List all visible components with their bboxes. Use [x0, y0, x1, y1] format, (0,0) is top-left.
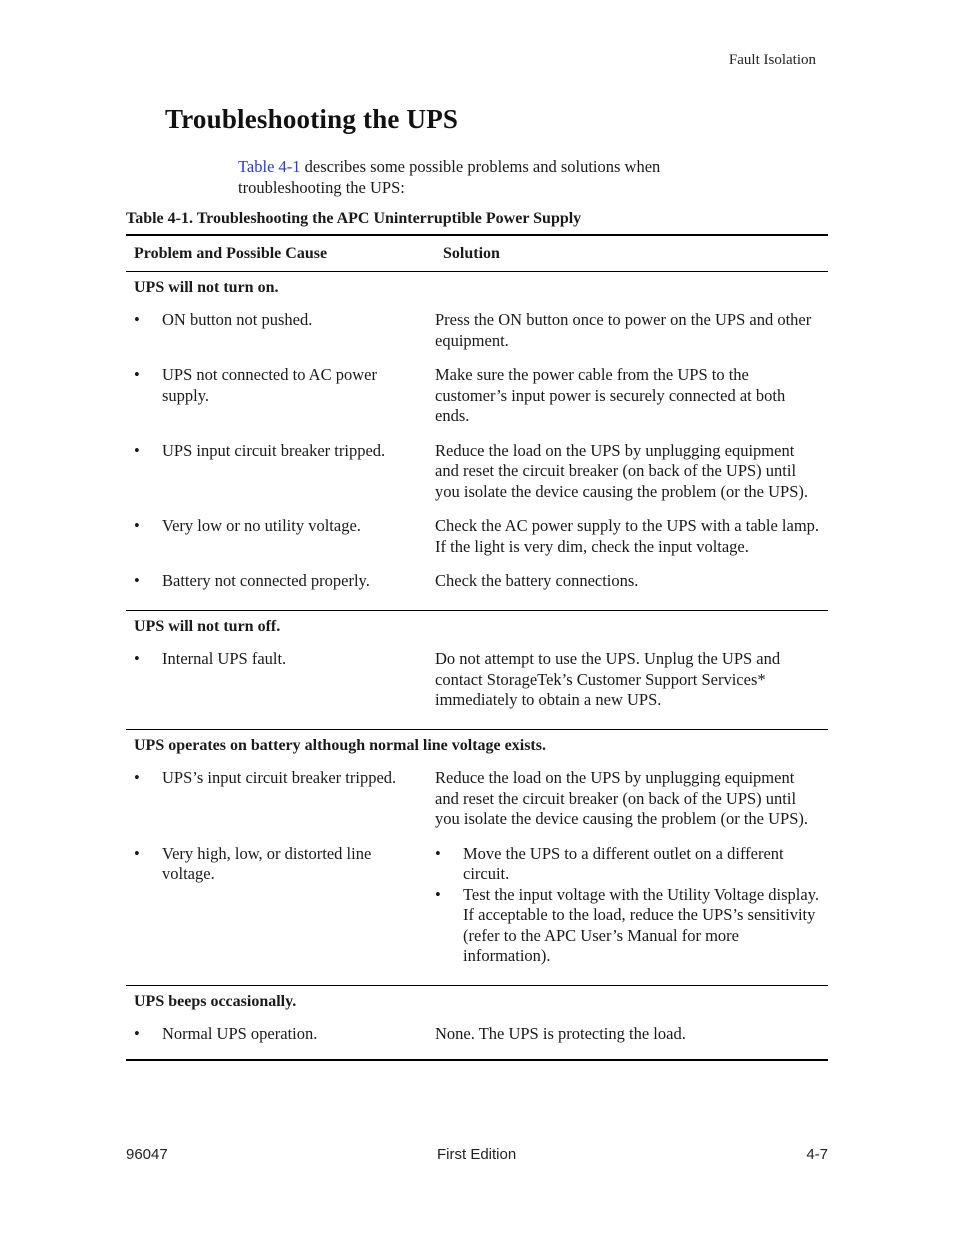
- table-row: [126, 310, 828, 365]
- cause-text: UPS input circuit breaker tripped.: [162, 440, 386, 460]
- group-title: UPS will not turn on.: [134, 278, 279, 296]
- cause-text: Internal UPS fault.: [162, 649, 287, 668]
- solution-list-item: [435, 844, 820, 885]
- table-group: [126, 730, 828, 986]
- bullet: •: [435, 884, 441, 904]
- cause-text: Very low or no utility voltage.: [162, 516, 361, 535]
- cause-text: Battery not connected properly.: [162, 571, 370, 590]
- cause-cell: [126, 768, 435, 830]
- table-group: [126, 986, 828, 1059]
- table-group: [126, 611, 828, 730]
- cause-text: UPS not connected to AC power supply.: [162, 365, 377, 405]
- cause-cell: [126, 365, 435, 427]
- table-group: [126, 272, 828, 611]
- solution-cell: Check the AC power supply to the UPS with a table lamp. If the light is very dim, check the input voltage.: [435, 516, 820, 556]
- solution-list-item: [435, 885, 820, 967]
- cause-text: UPS’s input circuit breaker tripped.: [162, 768, 397, 787]
- solution-cell: Reduce the load on the UPS by unplugging equipment and reset the circuit breaker (on back of the UPS) until you isolate the device causing the problem (or the UPS).: [435, 440, 808, 501]
- table-cross-reference-link[interactable]: Table 4-1: [238, 157, 301, 176]
- bullet: •: [134, 310, 140, 329]
- group-title: UPS operates on battery although normal line voltage exists.: [134, 736, 546, 754]
- table-row: [126, 844, 828, 981]
- cause-cell: [126, 516, 435, 557]
- footer-page-number: 4-7: [806, 1146, 828, 1163]
- troubleshooting-table: [126, 234, 828, 1061]
- running-head: Fault Isolation: [728, 52, 816, 68]
- table-caption: Table 4-1. Troubleshooting the APC Uninterruptible Power Supply: [126, 210, 582, 227]
- cause-cell: [126, 441, 435, 503]
- table-row: [126, 1024, 828, 1059]
- bullet: •: [134, 843, 140, 863]
- bullet: •: [134, 1024, 140, 1043]
- cause-text: ON button not pushed.: [162, 310, 313, 329]
- solution-item-text: Move the UPS to a different outlet on a different circuit.: [463, 843, 784, 883]
- cause-cell: [126, 649, 435, 711]
- solution-cell: None. The UPS is protecting the load.: [435, 1024, 686, 1043]
- solution-cell: Press the ON button once to power on the UPS and other equipment.: [435, 310, 812, 350]
- cause-cell: [126, 844, 435, 967]
- column-header-solution: Solution: [443, 245, 500, 262]
- bullet: •: [134, 440, 140, 460]
- intro-text-line1: describes some possible problems and solutions when: [300, 157, 661, 176]
- bullet: •: [134, 649, 140, 668]
- footer-edition: First Edition: [437, 1146, 517, 1163]
- table-row: [126, 441, 828, 517]
- table-row: [126, 365, 828, 441]
- table-row: [126, 649, 828, 725]
- solution-cell: Check the battery connections.: [435, 571, 639, 590]
- solution-cell: Make sure the power cable from the UPS to the customer’s input power is securely connected at both ends.: [435, 365, 786, 425]
- intro-text-line2: troubleshooting the UPS:: [238, 177, 405, 197]
- cause-text: Very high, low, or distorted line voltage.: [162, 843, 372, 883]
- cause-cell: [126, 1024, 435, 1045]
- solution-cell: [435, 844, 828, 967]
- cause-cell: [126, 310, 435, 351]
- bullet: •: [134, 516, 140, 535]
- section-title: Troubleshooting the UPS: [165, 104, 459, 134]
- group-title: UPS beeps occasionally.: [134, 992, 297, 1010]
- column-header-problem: Problem and Possible Cause: [134, 245, 328, 262]
- group-title: UPS will not turn off.: [134, 617, 281, 635]
- table-row: [126, 768, 828, 844]
- solution-item-text: Test the input voltage with the Utility Voltage display. If acceptable to the load, reduce the UPS’s sensitivity (refer to the APC User’s Manual for more information).: [463, 884, 819, 965]
- bullet: •: [134, 365, 140, 384]
- table-header-row: [126, 236, 828, 272]
- solution-cell: Do not attempt to use the UPS. Unplug the UPS and contact StorageTek’s Customer Support Services* immediately to obtain a new UPS.: [435, 649, 781, 709]
- bullet: •: [435, 843, 441, 863]
- bullet: •: [134, 768, 140, 787]
- footer-doc-number: 96047: [126, 1146, 168, 1163]
- cause-cell: [126, 571, 435, 592]
- intro-paragraph: [238, 157, 738, 198]
- solution-cell: Reduce the load on the UPS by unplugging equipment and reset the circuit breaker (on back of the UPS) until you isolate the device causing the problem (or the UPS).: [435, 768, 808, 828]
- cause-text: Normal UPS operation.: [162, 1024, 318, 1043]
- bullet: •: [134, 571, 140, 590]
- table-row: [126, 571, 828, 606]
- table-row: [126, 516, 828, 571]
